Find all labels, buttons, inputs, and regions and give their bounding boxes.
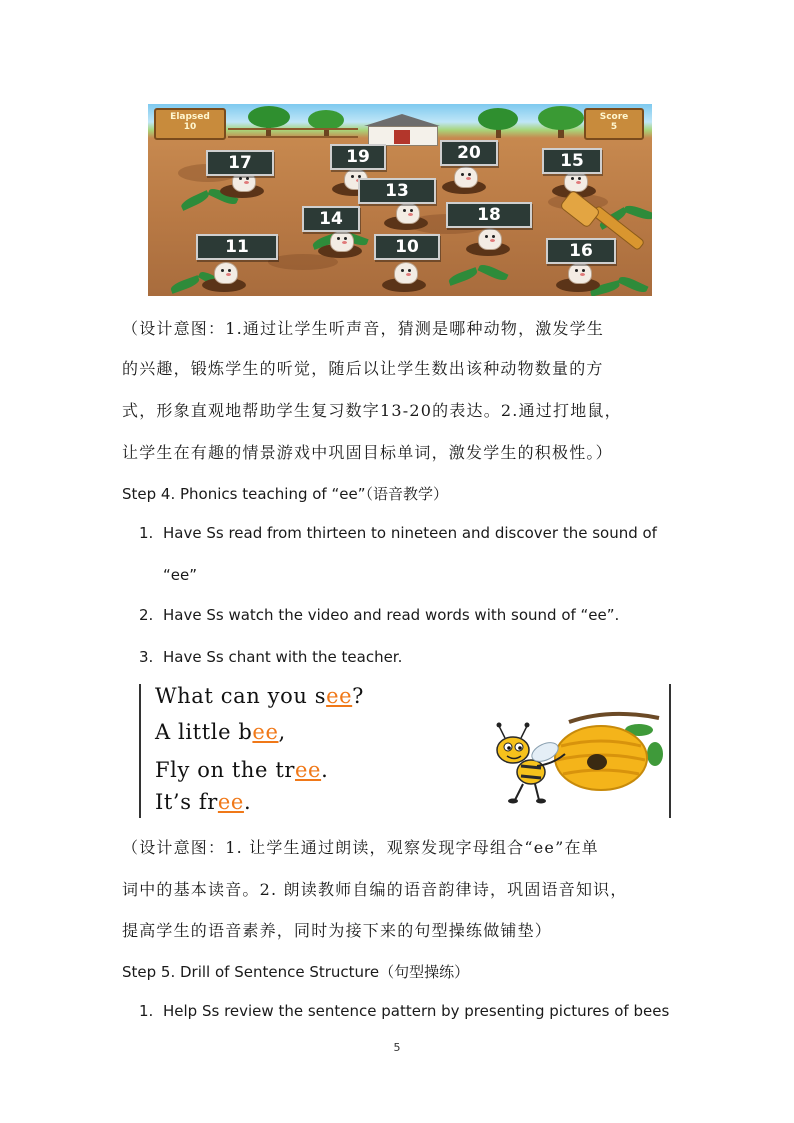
chant-text: ? bbox=[352, 684, 365, 708]
score-label: Score bbox=[599, 112, 629, 122]
chant-highlight: ee bbox=[295, 758, 322, 782]
number-board[interactable]: 11 bbox=[196, 234, 278, 260]
step4-item-number: 2. bbox=[139, 606, 154, 624]
number-board[interactable]: 14 bbox=[302, 206, 360, 232]
number-board[interactable]: 15 bbox=[542, 148, 602, 174]
chant-image bbox=[139, 684, 671, 818]
chant-text: . bbox=[321, 758, 329, 782]
step4-item-text: Have Ss read from thirteen to nineteen and discover the sound of bbox=[163, 524, 657, 542]
step4-heading: Step 4. Phonics teaching of “ee”（语音教学） bbox=[122, 485, 448, 503]
chant-line-3 bbox=[155, 758, 328, 782]
step5-item-number: 1. bbox=[139, 1002, 154, 1020]
number-board[interactable]: 20 bbox=[440, 140, 498, 166]
design-intent-1-line: （设计意图：1.通过让学生听声音，猜测是哪种动物，激发学生 bbox=[122, 319, 605, 338]
chant-line-4 bbox=[155, 790, 251, 814]
chant-line-2 bbox=[155, 720, 286, 744]
barn-icon bbox=[364, 114, 440, 144]
mole-icon[interactable] bbox=[392, 262, 418, 282]
design-intent-2-line: （设计意图：1. 让学生通过朗读，观察发现字母组合“ee”在单 bbox=[122, 838, 599, 857]
chant-text: What can you s bbox=[155, 684, 327, 708]
step4-item-number: 3. bbox=[139, 648, 154, 666]
mole-icon[interactable] bbox=[566, 262, 592, 282]
mole-icon[interactable] bbox=[328, 230, 354, 250]
chant-text: Fly on the tr bbox=[155, 758, 296, 782]
number-board[interactable]: 10 bbox=[374, 234, 440, 260]
chant-highlight: ee bbox=[252, 720, 279, 744]
elapsed-value: 10 bbox=[183, 122, 197, 132]
number-board[interactable]: 16 bbox=[546, 238, 616, 264]
bee-and-hive-icon bbox=[469, 708, 665, 808]
design-intent-2-line: 词中的基本读音。2. 朗读教师自编的语音韵律诗，巩固语音知识， bbox=[122, 880, 628, 899]
whack-a-mole-game-image bbox=[148, 104, 652, 296]
score-sign bbox=[584, 108, 644, 140]
number-board[interactable]: 18 bbox=[446, 202, 532, 228]
elapsed-sign bbox=[154, 108, 226, 140]
mole-icon[interactable] bbox=[394, 202, 420, 222]
step4-item-text-cont: “ee” bbox=[163, 566, 197, 584]
chant-text: , bbox=[278, 720, 286, 744]
design-intent-1-line: 的兴趣，锻炼学生的听觉，随后以让学生数出该种动物数量的方 bbox=[122, 359, 604, 378]
chant-text: . bbox=[243, 790, 252, 814]
score-value: 5 bbox=[610, 122, 618, 132]
design-intent-2-line: 提高学生的语音素养，同时为接下来的句型操练做铺垫） bbox=[122, 921, 553, 940]
step4-item-text: Have Ss watch the video and read words with sound of “ee”. bbox=[163, 606, 620, 624]
design-intent-1-line: 让学生在有趣的情景游戏中巩固目标单词，激发学生的积极性。） bbox=[122, 443, 613, 462]
mole-icon[interactable] bbox=[212, 262, 238, 282]
chant-text: It’s fr bbox=[155, 790, 218, 814]
number-board[interactable]: 17 bbox=[206, 150, 274, 176]
design-intent-1-line: 式，形象直观地帮助学生复习数字13-20的表达。2.通过打地鼠， bbox=[122, 401, 622, 420]
step5-heading: Step 5. Drill of Sentence Structure（句型操练） bbox=[122, 963, 470, 981]
step5-item-text: Help Ss review the sentence pattern by presenting pictures of bees bbox=[163, 1002, 670, 1020]
chant-line-1 bbox=[155, 684, 364, 708]
step4-item-text: Have Ss chant with the teacher. bbox=[163, 648, 403, 666]
fence bbox=[228, 128, 358, 138]
step4-item-number: 1. bbox=[139, 524, 154, 542]
number-board[interactable]: 19 bbox=[330, 144, 386, 170]
hammer-icon[interactable] bbox=[560, 196, 646, 256]
chant-highlight: ee bbox=[326, 684, 353, 708]
number-board[interactable]: 13 bbox=[358, 178, 436, 204]
mole-icon[interactable] bbox=[476, 228, 502, 248]
elapsed-label: Elapsed bbox=[170, 112, 210, 122]
chant-text: A little b bbox=[155, 720, 253, 744]
mole-icon[interactable] bbox=[452, 166, 478, 186]
page-number: 5 bbox=[393, 1041, 401, 1054]
chant-highlight: ee bbox=[217, 790, 244, 814]
